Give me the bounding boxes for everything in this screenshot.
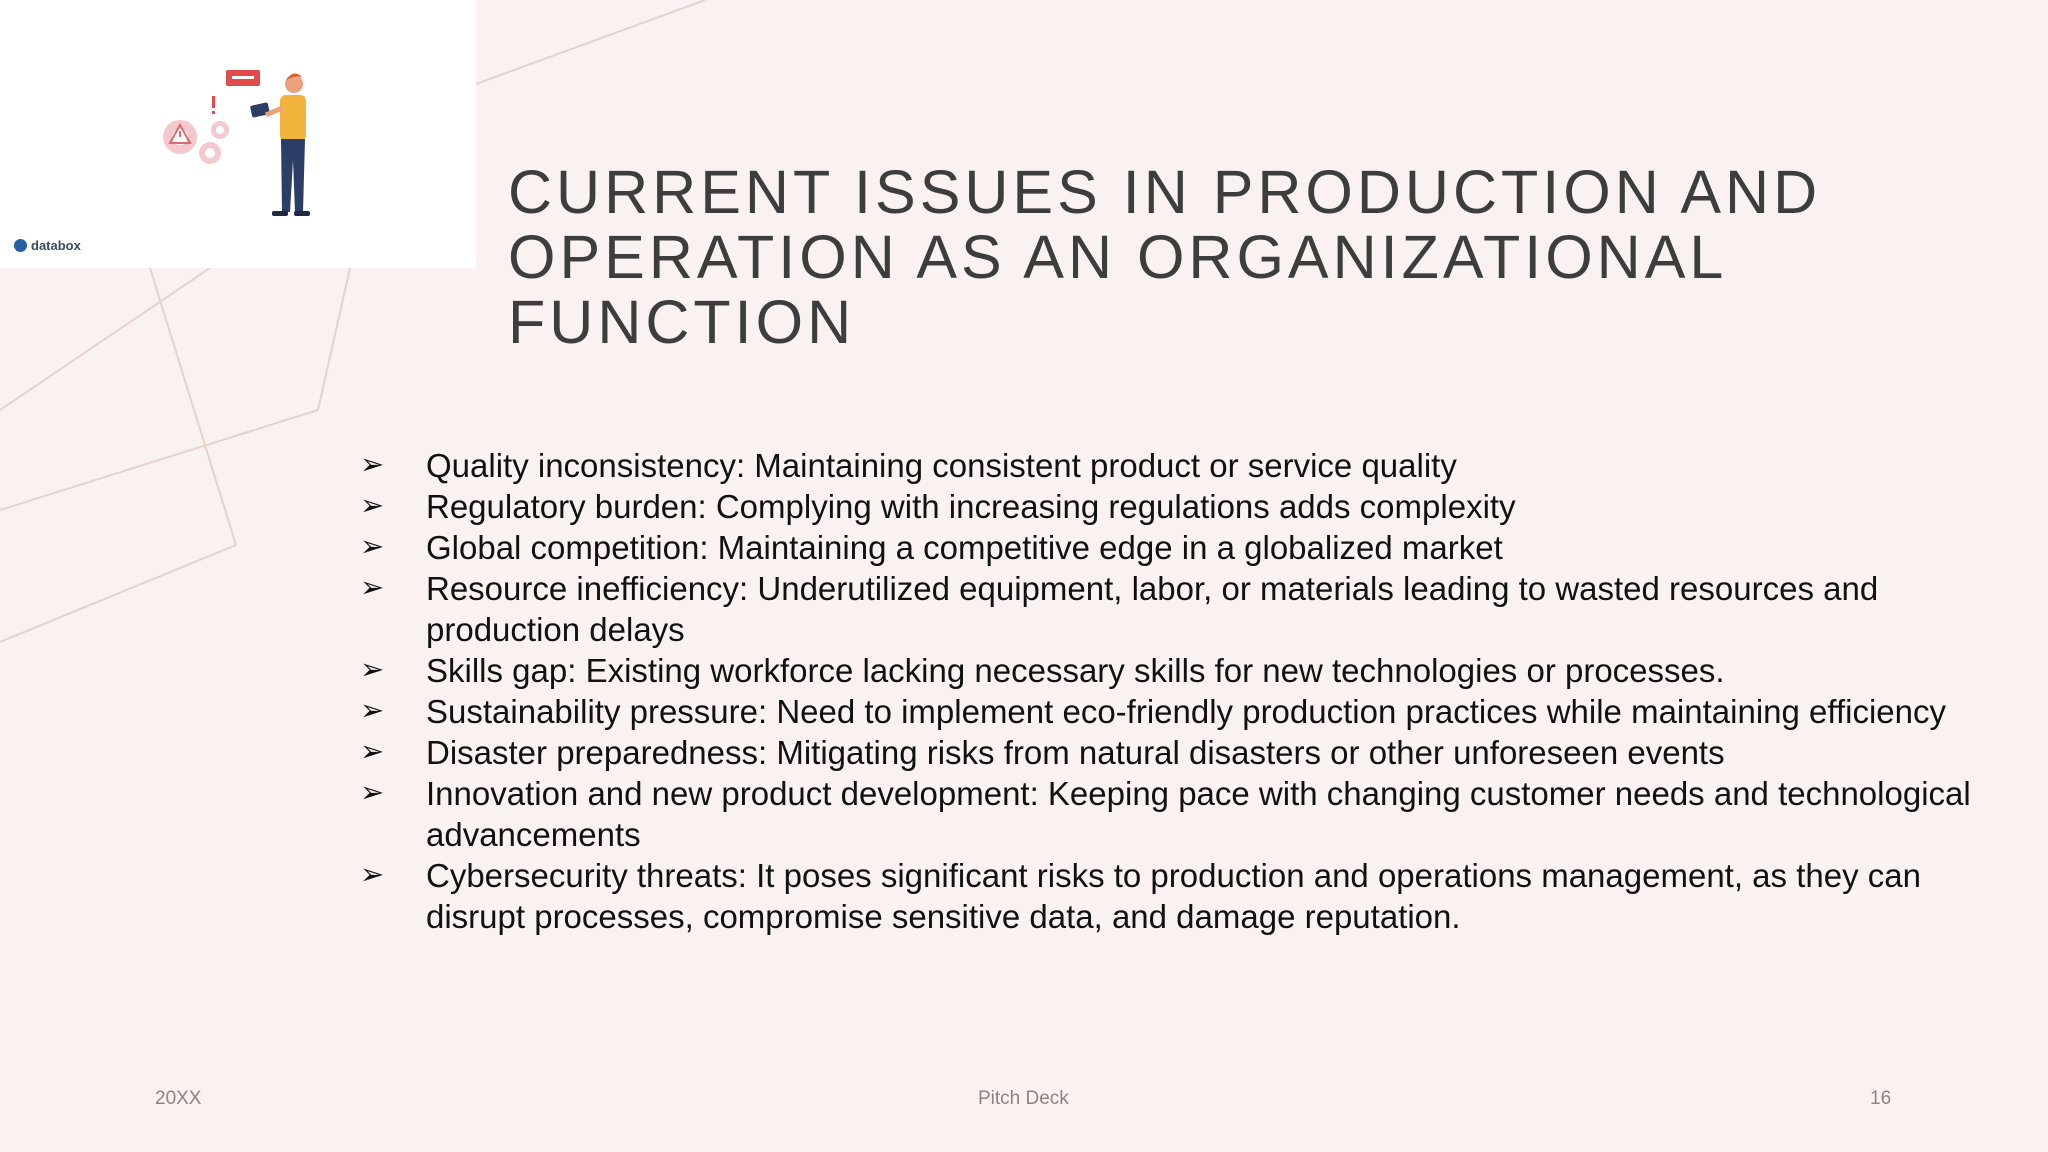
arrow-bullet-icon: ➢ bbox=[360, 572, 385, 604]
list-item-text: Innovation and new product development: Keeping pace with changing customer needs and technological advancements bbox=[426, 775, 1971, 853]
list-item bbox=[360, 691, 2020, 732]
list-item bbox=[360, 568, 2020, 650]
list-item-text: Skills gap: Existing workforce lacking necessary skills for new technologies or processes. bbox=[426, 652, 1725, 689]
arrow-bullet-icon: ➢ bbox=[360, 695, 385, 727]
brand-name: databox bbox=[31, 238, 81, 253]
person-figure bbox=[250, 73, 310, 216]
arrow-bullet-icon: ➢ bbox=[360, 859, 385, 891]
footer-date: 20XX bbox=[155, 1088, 202, 1109]
arrow-bullet-icon: ➢ bbox=[360, 490, 385, 522]
list-item-text: Global competition: Maintaining a competitive edge in a globalized market bbox=[426, 529, 1503, 566]
databox-logo-icon bbox=[14, 239, 27, 252]
arrow-bullet-icon: ➢ bbox=[360, 531, 385, 563]
list-item-text: Regulatory burden: Complying with increasing regulations adds complexity bbox=[426, 488, 1516, 525]
list-item bbox=[360, 773, 2020, 855]
list-item bbox=[360, 855, 2020, 937]
list-item bbox=[360, 486, 2020, 527]
arrow-bullet-icon: ➢ bbox=[360, 654, 385, 686]
footer-title: Pitch Deck bbox=[978, 1088, 1069, 1109]
list-item bbox=[360, 527, 2020, 568]
list-item-text: Resource inefficiency: Underutilized equipment, labor, or materials leading to wasted resources and production delays bbox=[426, 570, 1879, 648]
list-item bbox=[360, 732, 2020, 773]
arrow-bullet-icon: ➢ bbox=[360, 736, 385, 768]
slide-number: 16 bbox=[1870, 1088, 1892, 1109]
list-item-text: Quality inconsistency: Maintaining consistent product or service quality bbox=[426, 447, 1457, 484]
hero-illustration bbox=[0, 0, 476, 268]
slide-title: CURRENT ISSUES IN PRODUCTION AND OPERATION AS AN ORGANIZATIONAL FUNCTION bbox=[508, 158, 1822, 356]
alert-badge-icon bbox=[226, 70, 260, 86]
arrow-bullet-icon: ➢ bbox=[360, 777, 385, 809]
person-with-tablet-illustration bbox=[0, 0, 476, 268]
exclamation-icon bbox=[212, 96, 215, 114]
list-item-text: Cybersecurity threats: It poses significant risks to production and operations management, as they can disrupt processes, compromise sensitive data, and damage reputation. bbox=[426, 857, 1921, 935]
arrow-bullet-icon: ➢ bbox=[360, 449, 385, 481]
brand-logo bbox=[14, 238, 81, 253]
bullet-list bbox=[360, 445, 2020, 937]
list-item-text: Disaster preparedness: Mitigating risks from natural disasters or other unforeseen events bbox=[426, 734, 1725, 771]
list-item bbox=[360, 650, 2020, 691]
list-item-text: Sustainability pressure: Need to implement eco-friendly production practices while maintaining efficiency bbox=[426, 693, 1946, 730]
list-item bbox=[360, 445, 2020, 486]
